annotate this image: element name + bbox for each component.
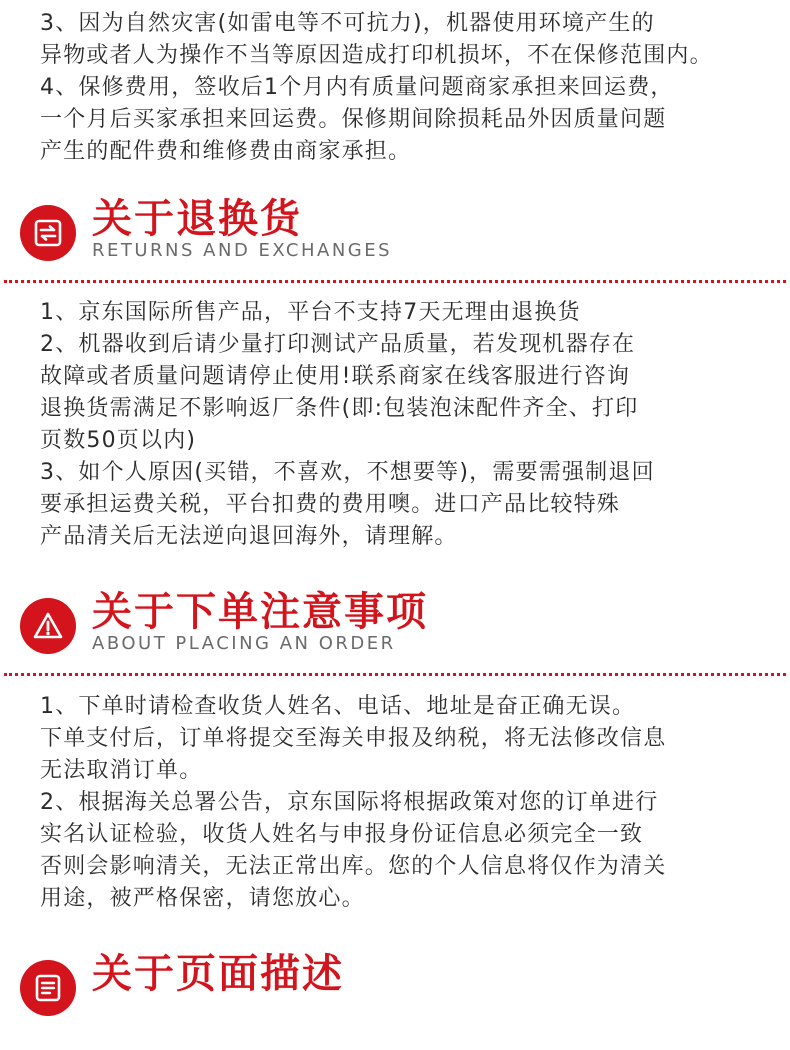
warranty-line: 3、因为自然灾害(如雷电等不可抗力)，机器使用环境产生的 xyxy=(40,11,655,36)
page-desc-title: 关于页面描述 xyxy=(92,951,344,997)
warranty-text xyxy=(40,8,780,168)
document-icon xyxy=(20,960,76,1016)
returns-line: 要承担运费关税，平台扣费的费用噢。进口产品比较特殊 xyxy=(40,492,621,517)
returns-line: 3、如个人原因(买错，不喜欢，不想要等)，需要需强制退回 xyxy=(40,460,655,485)
warranty-line: 4、保修费用，签收后1个月内有质量问题商家承担来回运费， xyxy=(40,75,674,100)
order-line: 2、根据海关总署公告，京东国际将根据政策对您的订单进行 xyxy=(40,790,659,815)
returns-line: 页数50页以内) xyxy=(40,428,197,453)
returns-line: 故障或者质量问题请停止使用!联系商家在线客服进行咨询 xyxy=(40,364,631,389)
order-line: 1、下单时请检查收货人姓名、电话、地址是奋正确无误。 xyxy=(40,694,636,719)
section-divider xyxy=(4,673,786,676)
warranty-line: 产生的配件费和维修费由商家承担。 xyxy=(40,139,412,164)
page-desc-section-header xyxy=(20,951,780,1050)
order-line: 实名认证检验，收货人姓名与申报身份证信息必须完全一致 xyxy=(40,822,644,847)
returns-line: 退换货需满足不影响返厂条件(即:包装泡沫配件齐全、打印 xyxy=(40,396,639,421)
order-line: 下单支付后，订单将提交至海关申报及纳税，将无法修改信息 xyxy=(40,726,667,751)
order-text xyxy=(40,691,780,915)
returns-subtitle: RETURNS AND EXCHANGES xyxy=(92,240,393,261)
order-subtitle: ABOUT PLACING AN ORDER xyxy=(92,633,396,654)
returns-title: 关于退换货 xyxy=(92,196,302,242)
order-line: 否则会影响清关，无法正常出库。您的个人信息将仅作为清关 xyxy=(40,854,667,879)
warranty-line: 一个月后买家承担来回运费。保修期间除损耗品外因质量问题 xyxy=(40,107,667,132)
returns-line: 2、机器收到后请少量打印测试产品质量，若发现机器存在 xyxy=(40,332,636,357)
returns-line: 产品清关后无法逆向退回海外，请理解。 xyxy=(40,524,458,549)
order-line: 无法取消订单。 xyxy=(40,758,203,783)
exchange-icon xyxy=(20,205,76,261)
order-line: 用途，被严格保密，请您放心。 xyxy=(40,886,365,911)
order-title: 关于下单注意事项 xyxy=(92,589,428,635)
warning-icon xyxy=(20,598,76,654)
section-divider xyxy=(4,280,786,283)
returns-text xyxy=(40,297,780,553)
warranty-line: 异物或者人为操作不当等原因造成打印机损坏，不在保修范围内。 xyxy=(40,43,713,68)
returns-line: 1、京东国际所售产品，平台不支持7天无理由退换货 xyxy=(40,300,581,325)
